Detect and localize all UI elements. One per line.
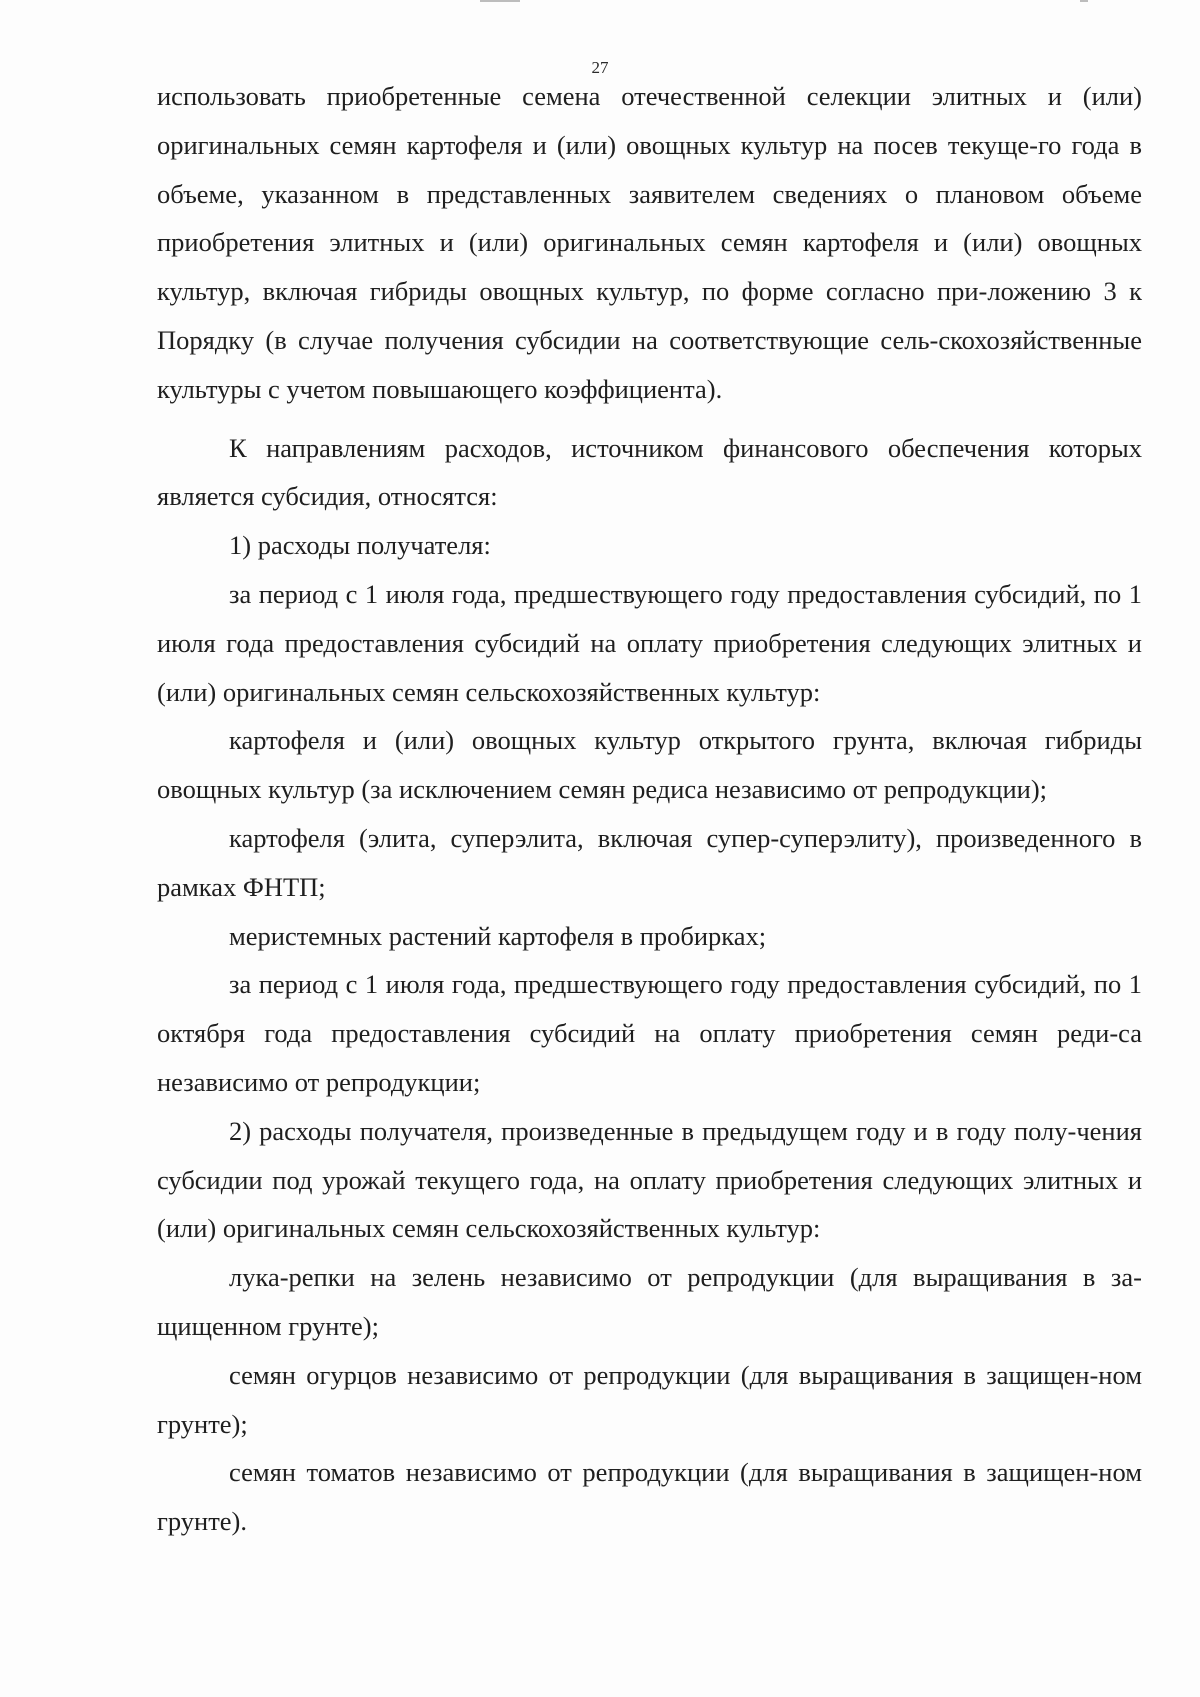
- page-number: 27: [591, 58, 609, 77]
- paragraph: за период с 1 июля года, предшествующего году предоставления субсидий, по 1 октября года предоставления субсидий на оплату приобретения семян реди-са независимо от репродукции;: [157, 969, 1142, 1097]
- scan-artifact: [1080, 0, 1088, 2]
- paragraph: использовать приобретенные семена отечественной селекции элитных и (или) оригинальных семян картофеля и (или) овощных культур на посев текуще-го года в объеме, указанном в представленных заявителем сведениях о плановом объеме приобретения элитных и (или) оригинальных семян картофеля и (или) овощных культур, включая гибриды овощных культур, по форме согласно при-ложению 3 к Порядку (в случае получения субсидии на соответствующие сель-скохозяйственные культуры с учетом повышающего коэффициента).: [157, 81, 1142, 404]
- paragraph: К направлениям расходов, источником финансового обеспечения которых является субсидия, относятся:: [157, 432, 1142, 512]
- paragraph: семян томатов независимо от репродукции (для выращивания в защищен-ном грунте).: [157, 1457, 1142, 1537]
- paragraph: семян огурцов независимо от репродукции (для выращивания в защищен-ном грунте);: [157, 1359, 1142, 1439]
- paragraph: картофеля (элита, суперэлита, включая супер-суперэлиту), произведенного в рамках ФНТП;: [157, 822, 1142, 902]
- document-body: [157, 72, 1142, 1546]
- paragraph: картофеля и (или) овощных культур открытого грунта, включая гибриды овощных культур (за исключением семян редиса независимо от репродукции);: [157, 725, 1142, 805]
- scan-artifact: [480, 0, 520, 2]
- paragraph: меристемных растений картофеля в пробирках;: [229, 920, 767, 951]
- paragraph: за период с 1 июля года, предшествующего году предоставления субсидий, по 1 июля года предоставления субсидий на оплату приобретения следующих элитных и (или) оригинальных семян сельскохозяйственных культур:: [157, 578, 1142, 707]
- paragraph: лука-репки на зелень независимо от репродукции (для выращивания в за-щищенном грунте);: [157, 1262, 1142, 1341]
- paragraph: 2) расходы получателя, произведенные в предыдущем году и в году полу-чения субсидии под урожай текущего года, на оплату приобретения следующих элитных и (или) оригинальных семян сельскохозяйственных культур:: [157, 1115, 1142, 1244]
- paragraph: 1) расходы получателя:: [229, 530, 491, 561]
